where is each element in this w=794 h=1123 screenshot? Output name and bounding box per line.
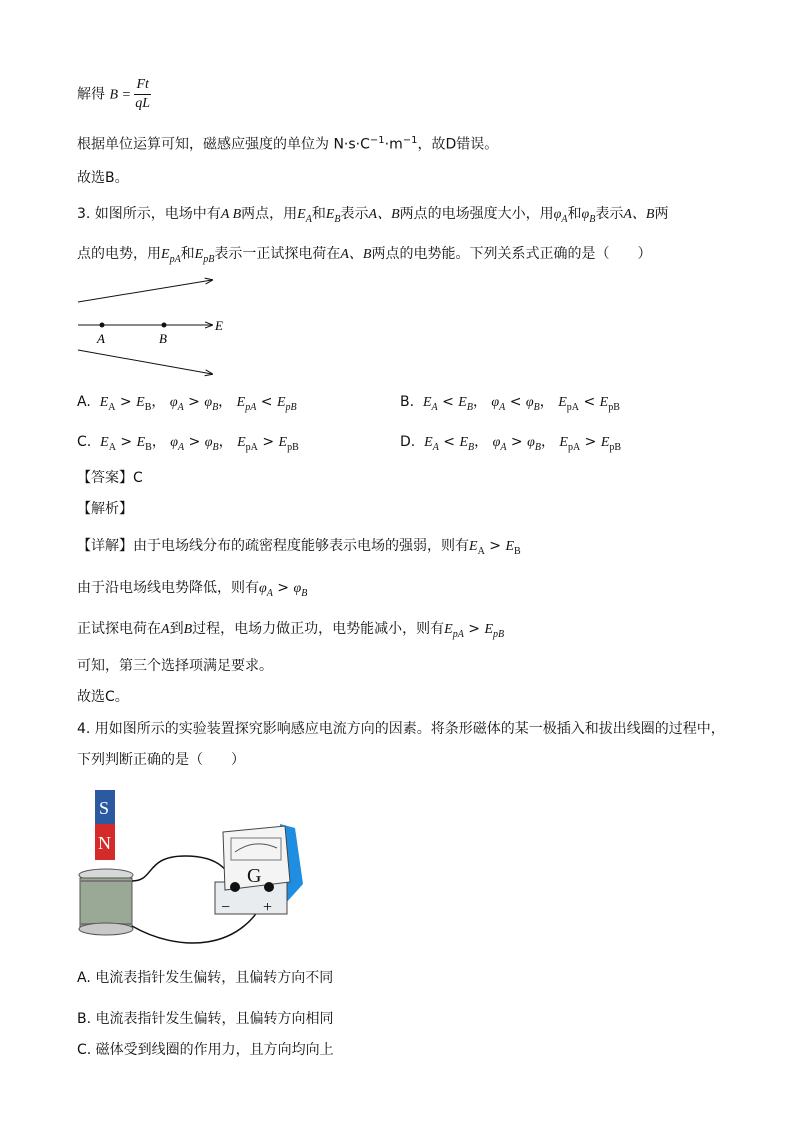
terminal-plus: +: [263, 899, 273, 916]
detail-line-1: 【详解】由于电场线分布的疏密程度能够表示电场的强弱，则有$E_A > E_B$: [77, 538, 521, 557]
magnet-label-n: N: [98, 833, 111, 853]
label-e: E: [215, 318, 223, 333]
option-3b[interactable]: B. $E_A < E_B$， $\varphi_A < \varphi_B$， $E_{pA} < E_{pB}$: [400, 394, 620, 413]
terminal-right: [264, 882, 274, 892]
magnet-label-s: S: [99, 798, 110, 818]
detail-line-4: 可知，第三个选择项满足要求。: [77, 658, 273, 674]
detail-line-5: 故选C。: [77, 689, 129, 705]
detail-line-3: 正试探电荷在A到B过程，电场力做正功，电势能减小，则有$E_{pA} > E_{pB}$: [77, 621, 505, 640]
question-3-line-1: 3. 如图所示，电场中有A B两点，用$E_A$和$E_B$表示A、B两点的电场强度大小，用$\varphi_A$和$\varphi_B$表示A、B两: [77, 206, 669, 225]
answer-label: 【答案】: [77, 470, 133, 486]
field-line-bottom: [78, 350, 212, 374]
fraction-denominator: qL: [135, 96, 151, 111]
formula-lhs: B =: [109, 87, 135, 103]
induction-experiment-diagram: [75, 786, 315, 946]
solution-line-1: 解得 B = $\frac{Ft}{qL}$: [77, 77, 151, 111]
option-4a[interactable]: A. 电流表指针发生偏转，且偏转方向不同: [77, 970, 334, 986]
solution-line-2: 根据单位运算可知，磁感应强度的单位为 $N\cdot s\cdot C^{-1}\cdot m^{-1}$，故D错误。: [77, 135, 499, 153]
point-a: [100, 323, 105, 328]
analysis-label: 【解析】: [77, 501, 133, 517]
point-b: [162, 323, 167, 328]
label-b: B: [159, 331, 167, 346]
option-3c[interactable]: C. $E_A > E_B$， $\varphi_A > \varphi_B$， $E_{pA} > E_{pB}$: [77, 434, 299, 453]
question-4-line-1: 4. 用如图所示的实验装置探究影响感应电流方向的因素。将条形磁体的某一极插入和拔出线圈的过程中，: [77, 721, 725, 737]
field-line-top: [78, 280, 212, 302]
coil: [80, 878, 132, 928]
option-3a[interactable]: A. $E_A > E_B$， $\varphi_A > \varphi_B$， $E_{pA} < E_{pB}$: [77, 394, 297, 413]
fraction: [134, 76, 150, 113]
option-3d[interactable]: D. $E_A < E_B$， $\varphi_A > \varphi_B$， $E_{pA} > E_{pB}$: [400, 434, 622, 453]
solution-line-3: 故选B。: [77, 170, 129, 186]
terminal-minus: −: [221, 899, 231, 916]
label-a: A: [97, 331, 105, 346]
option-4b[interactable]: B. 电流表指针发生偏转，且偏转方向相同: [77, 1011, 334, 1027]
answer-value: C: [133, 470, 143, 486]
question-4-line-2: 下列判断正确的是（ ）: [77, 752, 245, 768]
meter-label-g: G: [247, 865, 262, 887]
answer-line: [77, 468, 143, 488]
electric-field-diagram: [75, 272, 245, 382]
terminal-left: [230, 882, 240, 892]
detail-line-2: 由于沿电场线电势降低，则有$\varphi_A > \varphi_B$: [77, 580, 308, 599]
question-3-line-2: 点的电势，用$E_{pA}$和$E_{pB}$表示一正试探电荷在A、B两点的电势能。下列关系式正确的是（ ）: [77, 246, 652, 265]
fraction-numerator: Ft: [134, 76, 150, 95]
option-4c[interactable]: C. 磁体受到线圈的作用力，且方向均向上: [77, 1042, 334, 1058]
